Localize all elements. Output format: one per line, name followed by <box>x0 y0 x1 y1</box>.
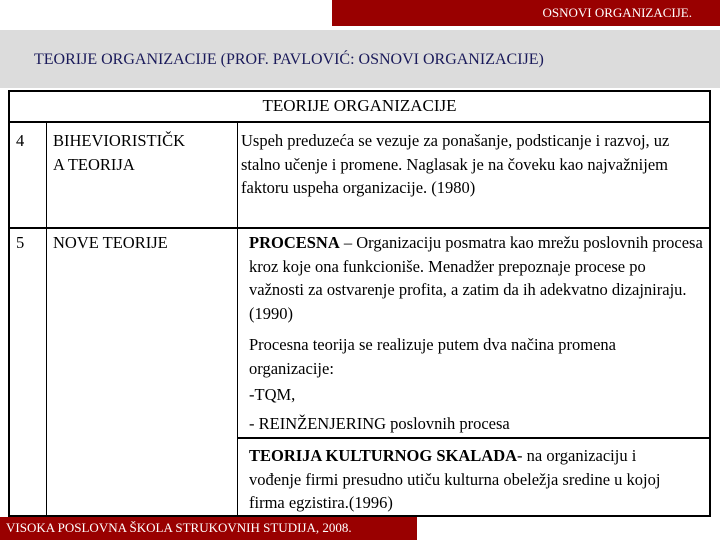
table-border <box>709 90 711 517</box>
kultura-label: TEORIJA KULTURNOG SKALADA <box>249 446 518 465</box>
footer-banner <box>0 517 417 540</box>
table-border <box>8 227 711 229</box>
theory-name: NOVE TEORIJE <box>53 233 168 252</box>
table-border <box>237 121 238 517</box>
procesna-item: -TQM, <box>249 385 296 404</box>
row-number: 4 <box>16 131 25 150</box>
row-number: 5 <box>16 233 25 252</box>
theory-description: Uspeh preduzeća se vezuje za ponašanje, podsticanje i razvoj, uz stalno učenje i promene. Naglasak je na čoveku kao najvažnijem faktoru uspeha organizacije. (1980) <box>241 131 670 197</box>
procesna-text: – Organizaciju posmatra kao mrežu poslovnih procesa kroz koje ona funkcioniše. Menadžer prepoznaje procese po važnosti za ostvarenje profita, a zatim da ih adekvatno dizajniraju. (1990) <box>249 233 703 323</box>
slide-title: TEORIJE ORGANIZACIJE (PROF. PAVLOVIĆ: OSNOVI ORGANIZACIJE) <box>34 51 544 68</box>
theory-name-line1: BIHEVIORISTIČK <box>53 131 185 150</box>
footer-text: VISOKA POSLOVNA ŠKOLA STRUKOVNIH STUDIJA, 2008. <box>6 520 352 535</box>
procesna-label: PROCESNA <box>249 233 340 252</box>
table-border <box>8 90 711 92</box>
table-border <box>237 437 711 439</box>
theory-name-line2: A TEORIJA <box>53 154 135 174</box>
procesna-item: - REINŽENJERING poslovnih procesa <box>249 414 510 433</box>
table-border <box>8 121 711 123</box>
table-heading: TEORIJE ORGANIZACIJE <box>262 96 457 115</box>
table-border <box>8 90 10 517</box>
procesna-extra: Procesna teorija se realizuje putem dva načina promena organizacije: <box>249 335 616 378</box>
course-label: OSNOVI ORGANIZACIJE. <box>542 5 692 20</box>
course-banner <box>332 0 720 26</box>
kultura-description <box>249 444 689 515</box>
table-border <box>46 121 47 517</box>
kultura-text: - na organizaciju i vođenje firmi presudno utiču kulturna obeležja sredine u kojoj firma egzistira.(1996) <box>249 446 661 512</box>
procesna-description <box>249 231 704 325</box>
